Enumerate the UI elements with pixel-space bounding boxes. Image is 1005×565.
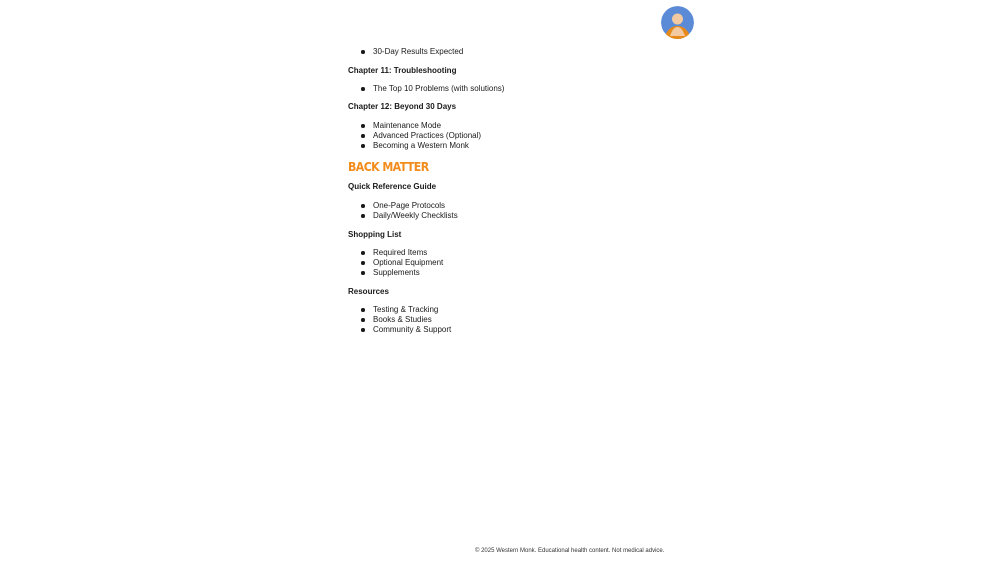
- list-item: Optional Equipment: [348, 258, 708, 268]
- list-item: Daily/Weekly Checklists: [348, 211, 708, 221]
- monk-avatar-icon: [661, 6, 694, 39]
- footer-disclaimer: © 2025 Western Monk. Educational health content. Not medical advice.: [475, 548, 665, 554]
- shopping-list-title: Shopping List: [348, 230, 402, 239]
- list-item: Advanced Practices (Optional): [348, 131, 708, 141]
- resources-list: [348, 305, 708, 335]
- list-item: Maintenance Mode: [348, 121, 708, 131]
- list-item: The Top 10 Problems (with solutions): [348, 84, 708, 94]
- list-item: Supplements: [348, 268, 708, 278]
- document-body: [348, 47, 708, 335]
- quick-reference-list: [348, 201, 708, 221]
- list-item: Required Items: [348, 248, 708, 258]
- resources-title: Resources: [348, 287, 389, 296]
- chapter-11-list: [348, 84, 708, 94]
- chapter-11-title: Chapter 11: Troubleshooting: [348, 66, 457, 75]
- list-item: Becoming a Western Monk: [348, 141, 708, 151]
- list-item: Books & Studies: [348, 315, 708, 325]
- chapter-12-list: [348, 121, 708, 151]
- chapter-12-title: Chapter 12: Beyond 30 Days: [348, 102, 457, 111]
- list-item: Testing & Tracking: [348, 305, 708, 315]
- list-item: 30-Day Results Expected: [348, 47, 708, 57]
- intro-list: [348, 47, 708, 57]
- back-matter-heading: BACK MATTER: [348, 160, 429, 175]
- quick-reference-title: Quick Reference Guide: [348, 182, 437, 191]
- list-item: One-Page Protocols: [348, 201, 708, 211]
- avatar[interactable]: [661, 6, 694, 39]
- list-item: Community & Support: [348, 325, 708, 335]
- shopping-list: [348, 248, 708, 278]
